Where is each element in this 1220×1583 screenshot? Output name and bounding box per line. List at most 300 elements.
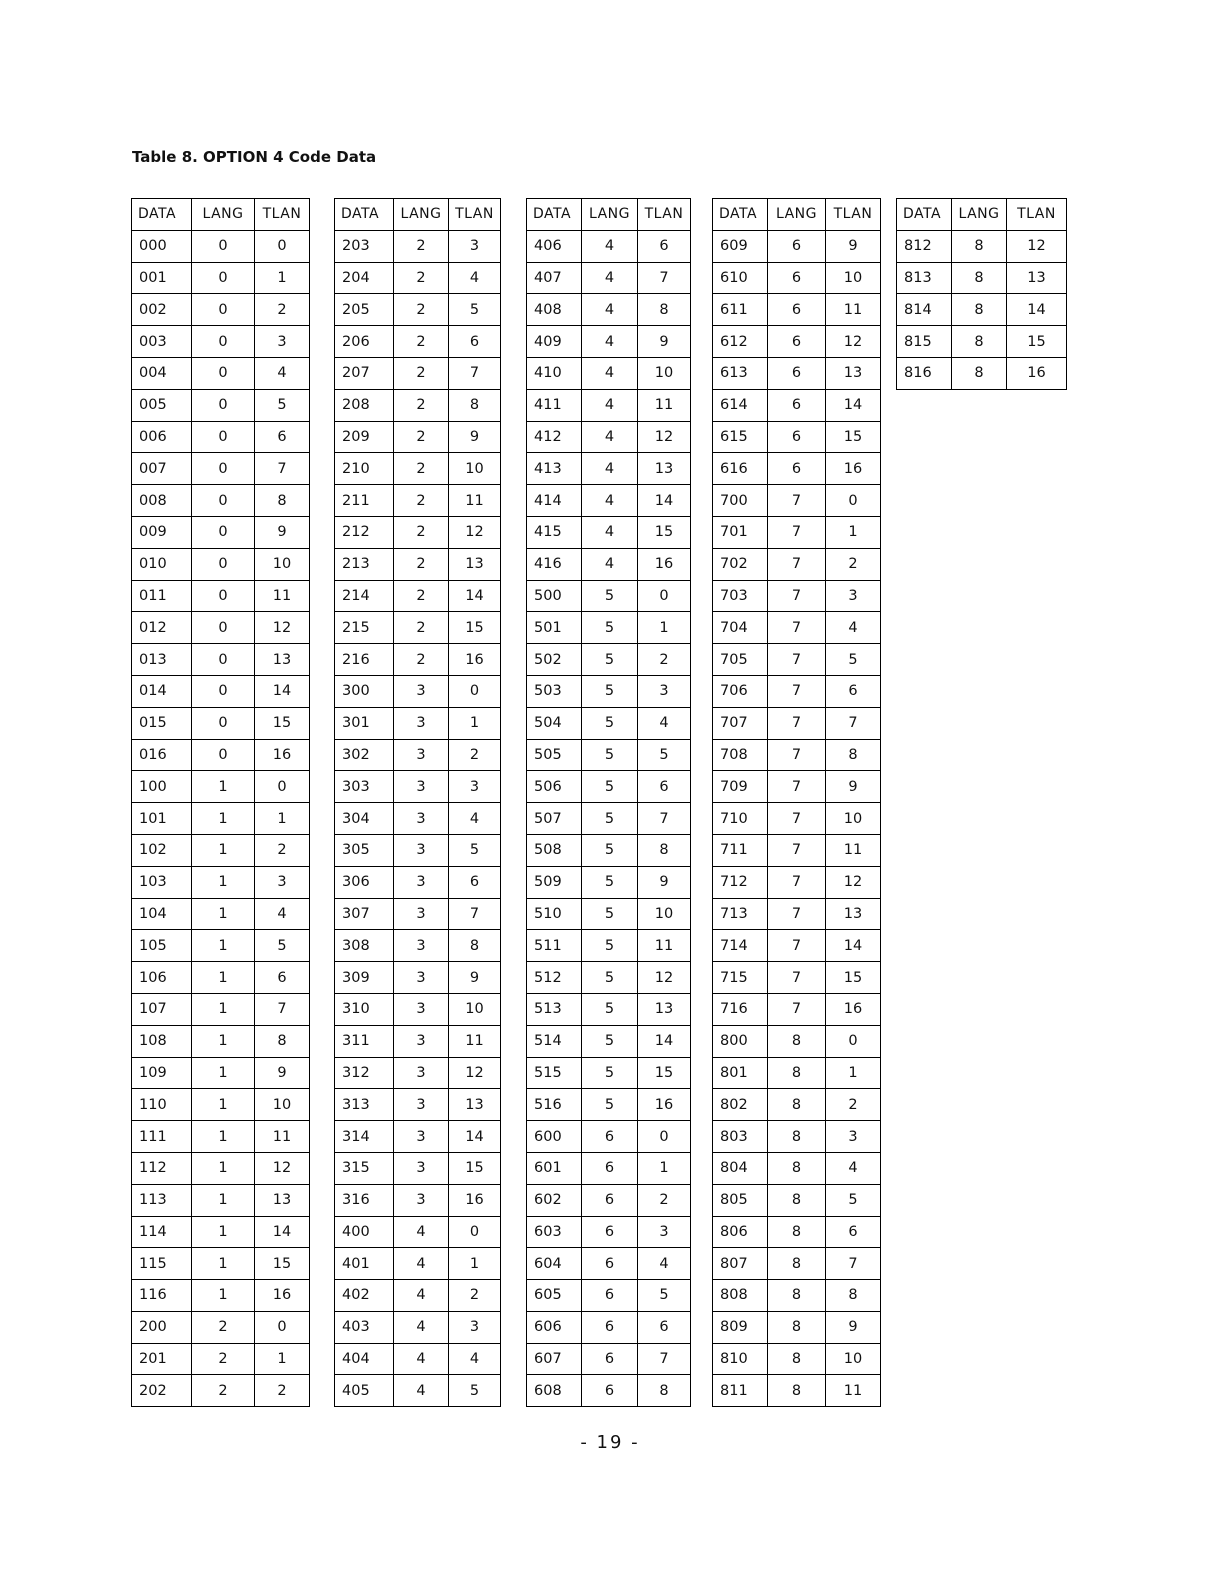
cell-lang: 1: [192, 803, 255, 835]
cell-data: 711: [713, 834, 768, 866]
cell-data: 812: [897, 230, 952, 262]
table-row: [335, 294, 501, 326]
blank-cell: [713, 1406, 768, 1407]
cell-lang: 3: [394, 866, 449, 898]
blank-cell: [638, 1406, 691, 1407]
table-row: [132, 548, 310, 580]
cell-data: 104: [132, 898, 192, 930]
cell-data: 206: [335, 326, 394, 358]
table-row: [527, 1184, 691, 1216]
cell-data: 601: [527, 1152, 582, 1184]
table-row: [527, 548, 691, 580]
cell-lang: 8: [952, 230, 1007, 262]
cell-tlan: 6: [255, 962, 310, 994]
cell-data: 603: [527, 1216, 582, 1248]
blank-cell: [132, 1406, 192, 1407]
cell-lang: 6: [768, 453, 826, 485]
cell-lang: 1: [192, 1280, 255, 1312]
cell-tlan: 16: [638, 1089, 691, 1121]
cell-data: 706: [713, 675, 768, 707]
cell-data: 106: [132, 962, 192, 994]
cell-lang: 6: [582, 1375, 638, 1406]
cell-lang: 2: [192, 1375, 255, 1406]
cell-data: 415: [527, 516, 582, 548]
cell-tlan: 9: [826, 230, 881, 262]
cell-lang: 7: [768, 675, 826, 707]
cell-lang: 8: [768, 1311, 826, 1343]
cell-tlan: 8: [638, 834, 691, 866]
cell-tlan: 2: [638, 644, 691, 676]
cell-data: 416: [527, 548, 582, 580]
cell-lang: 7: [768, 930, 826, 962]
table-row: [335, 962, 501, 994]
table-row: [527, 421, 691, 453]
table-header-row: [897, 199, 1067, 231]
cell-data: 116: [132, 1280, 192, 1312]
table-row: [335, 389, 501, 421]
cell-tlan: 14: [826, 389, 881, 421]
cell-tlan: 16: [1007, 357, 1067, 389]
cell-data: 409: [527, 326, 582, 358]
cell-data: 600: [527, 1121, 582, 1153]
cell-lang: 6: [768, 421, 826, 453]
table-row: [713, 326, 881, 358]
cell-data: 003: [132, 326, 192, 358]
cell-tlan: 5: [826, 1184, 881, 1216]
blank-cell: [449, 1406, 501, 1407]
table-row: [713, 898, 881, 930]
cell-tlan: 2: [449, 739, 501, 771]
cell-tlan: 3: [449, 230, 501, 262]
cell-lang: 5: [582, 707, 638, 739]
cell-lang: 0: [192, 230, 255, 262]
cell-data: 114: [132, 1216, 192, 1248]
cell-tlan: 14: [638, 485, 691, 517]
cell-tlan: 10: [255, 548, 310, 580]
cell-lang: 1: [192, 1248, 255, 1280]
table-header-row: [713, 199, 881, 231]
table-row: [335, 1248, 501, 1280]
cell-data: 009: [132, 516, 192, 548]
cell-lang: 6: [768, 389, 826, 421]
cell-tlan: 9: [449, 421, 501, 453]
table-row: [335, 1311, 501, 1343]
cell-tlan: 9: [255, 1057, 310, 1089]
cell-data: 301: [335, 707, 394, 739]
cell-data: 414: [527, 485, 582, 517]
cell-tlan: 13: [449, 548, 501, 580]
cell-lang: 8: [952, 262, 1007, 294]
header-tlan: TLAN: [826, 199, 881, 231]
table-row: [897, 294, 1067, 326]
cell-lang: 2: [394, 485, 449, 517]
cell-tlan: 0: [255, 771, 310, 803]
cell-lang: 5: [582, 739, 638, 771]
cell-tlan: 9: [638, 866, 691, 898]
cell-lang: 3: [394, 898, 449, 930]
cell-lang: 0: [192, 485, 255, 517]
cell-tlan: 14: [1007, 294, 1067, 326]
cell-data: 512: [527, 962, 582, 994]
table-row: [132, 1248, 310, 1280]
cell-data: 513: [527, 993, 582, 1025]
cell-lang: 7: [768, 866, 826, 898]
cell-data: 611: [713, 294, 768, 326]
cell-lang: 4: [582, 389, 638, 421]
table-caption: Table 8. OPTION 4 Code Data: [132, 148, 377, 166]
table-row: [527, 771, 691, 803]
cell-data: 306: [335, 866, 394, 898]
cell-lang: 0: [192, 739, 255, 771]
cell-tlan: 13: [1007, 262, 1067, 294]
cell-lang: 6: [768, 262, 826, 294]
code-table-5: [896, 198, 1067, 390]
cell-data: 808: [713, 1280, 768, 1312]
cell-lang: 3: [394, 1025, 449, 1057]
table-row: [713, 1343, 881, 1375]
cell-tlan: 2: [826, 1089, 881, 1121]
cell-data: 303: [335, 771, 394, 803]
cell-lang: 0: [192, 357, 255, 389]
cell-tlan: 13: [826, 898, 881, 930]
cell-data: 614: [713, 389, 768, 421]
table-row: [132, 453, 310, 485]
table-row: [335, 1121, 501, 1153]
cell-data: 806: [713, 1216, 768, 1248]
cell-data: 015: [132, 707, 192, 739]
table-header-row: [527, 199, 691, 231]
cell-lang: 1: [192, 1057, 255, 1089]
table-row: [527, 707, 691, 739]
cell-data: 210: [335, 453, 394, 485]
table-row: [527, 644, 691, 676]
cell-data: 515: [527, 1057, 582, 1089]
table-row: [527, 1025, 691, 1057]
table-row: [335, 898, 501, 930]
cell-data: 807: [713, 1248, 768, 1280]
cell-data: 811: [713, 1375, 768, 1406]
cell-lang: 3: [394, 834, 449, 866]
table-row: [335, 675, 501, 707]
table-row: [527, 230, 691, 262]
cell-tlan: 2: [255, 294, 310, 326]
page-number: - 19 -: [580, 1432, 640, 1453]
table-row: [132, 675, 310, 707]
table-row: [897, 357, 1067, 389]
cell-lang: 1: [192, 1121, 255, 1153]
cell-tlan: 1: [449, 1248, 501, 1280]
cell-lang: 6: [768, 357, 826, 389]
cell-lang: 5: [582, 1025, 638, 1057]
cell-lang: 4: [394, 1248, 449, 1280]
table-row: [713, 1089, 881, 1121]
cell-data: 001: [132, 262, 192, 294]
code-table-1: [131, 198, 310, 1407]
cell-data: 203: [335, 230, 394, 262]
cell-tlan: 15: [638, 1057, 691, 1089]
table-row: [713, 707, 881, 739]
cell-tlan: 2: [826, 548, 881, 580]
cell-tlan: 16: [449, 1184, 501, 1216]
cell-lang: 8: [952, 326, 1007, 358]
table-row: [527, 1248, 691, 1280]
cell-data: 615: [713, 421, 768, 453]
header-data: DATA: [335, 199, 394, 231]
table-row: [713, 771, 881, 803]
cell-tlan: 0: [826, 485, 881, 517]
cell-tlan: 4: [638, 707, 691, 739]
table-row: [132, 262, 310, 294]
table-row: [527, 962, 691, 994]
table-row: [713, 1375, 881, 1406]
table-row: [527, 357, 691, 389]
table-row: [335, 262, 501, 294]
table-row: [335, 930, 501, 962]
table-row: [132, 1375, 310, 1406]
cell-lang: 2: [394, 230, 449, 262]
cell-data: 100: [132, 771, 192, 803]
table-row: [335, 548, 501, 580]
cell-tlan: 13: [255, 644, 310, 676]
table-row: [527, 1343, 691, 1375]
table-row: [335, 866, 501, 898]
cell-data: 814: [897, 294, 952, 326]
cell-data: 400: [335, 1216, 394, 1248]
cell-tlan: 12: [255, 1152, 310, 1184]
cell-lang: 2: [394, 326, 449, 358]
table-row: [527, 866, 691, 898]
blank-cell: [394, 1406, 449, 1407]
cell-data: 107: [132, 993, 192, 1025]
cell-lang: 3: [394, 1184, 449, 1216]
cell-tlan: 4: [826, 612, 881, 644]
cell-lang: 4: [394, 1216, 449, 1248]
cell-tlan: 9: [449, 962, 501, 994]
table-row: [527, 1311, 691, 1343]
cell-tlan: 15: [826, 421, 881, 453]
table-blank-row: [713, 1406, 881, 1407]
cell-lang: 2: [394, 516, 449, 548]
cell-data: 612: [713, 326, 768, 358]
table-row: [335, 707, 501, 739]
table-row: [132, 993, 310, 1025]
cell-lang: 4: [582, 485, 638, 517]
table-row: [335, 1089, 501, 1121]
cell-data: 004: [132, 357, 192, 389]
cell-data: 307: [335, 898, 394, 930]
cell-lang: 3: [394, 675, 449, 707]
cell-tlan: 8: [826, 1280, 881, 1312]
cell-data: 800: [713, 1025, 768, 1057]
cell-data: 313: [335, 1089, 394, 1121]
cell-data: 008: [132, 485, 192, 517]
blank-cell: [527, 1406, 582, 1407]
cell-data: 013: [132, 644, 192, 676]
cell-tlan: 15: [255, 1248, 310, 1280]
table-header-row: [335, 199, 501, 231]
cell-lang: 7: [768, 612, 826, 644]
cell-tlan: 4: [449, 803, 501, 835]
cell-lang: 5: [582, 675, 638, 707]
cell-lang: 2: [394, 580, 449, 612]
cell-data: 511: [527, 930, 582, 962]
blank-cell: [255, 1406, 310, 1407]
table-row: [335, 739, 501, 771]
cell-lang: 8: [768, 1280, 826, 1312]
cell-data: 204: [335, 262, 394, 294]
table-row: [713, 1057, 881, 1089]
cell-lang: 4: [582, 262, 638, 294]
cell-tlan: 7: [255, 453, 310, 485]
cell-data: 308: [335, 930, 394, 962]
cell-lang: 6: [582, 1152, 638, 1184]
cell-data: 412: [527, 421, 582, 453]
cell-data: 813: [897, 262, 952, 294]
cell-data: 516: [527, 1089, 582, 1121]
cell-data: 407: [527, 262, 582, 294]
table-row: [335, 516, 501, 548]
cell-tlan: 5: [638, 739, 691, 771]
cell-lang: 1: [192, 1184, 255, 1216]
table-row: [132, 1280, 310, 1312]
cell-data: 616: [713, 453, 768, 485]
cell-lang: 7: [768, 548, 826, 580]
cell-lang: 5: [582, 612, 638, 644]
cell-lang: 8: [768, 1248, 826, 1280]
cell-data: 712: [713, 866, 768, 898]
cell-lang: 5: [582, 993, 638, 1025]
table-row: [132, 866, 310, 898]
blank-cell: [582, 1406, 638, 1407]
table-row: [335, 993, 501, 1025]
cell-data: 202: [132, 1375, 192, 1406]
cell-lang: 7: [768, 962, 826, 994]
header-data: DATA: [527, 199, 582, 231]
cell-data: 108: [132, 1025, 192, 1057]
cell-lang: 2: [394, 294, 449, 326]
table-row: [335, 1280, 501, 1312]
table-row: [527, 675, 691, 707]
cell-data: 209: [335, 421, 394, 453]
cell-lang: 0: [192, 707, 255, 739]
cell-tlan: 16: [255, 739, 310, 771]
cell-lang: 8: [768, 1025, 826, 1057]
table-header-row: [132, 199, 310, 231]
cell-tlan: 3: [826, 1121, 881, 1153]
cell-data: 715: [713, 962, 768, 994]
cell-lang: 1: [192, 962, 255, 994]
table-row: [132, 485, 310, 517]
cell-tlan: 14: [826, 930, 881, 962]
table-row: [132, 1216, 310, 1248]
cell-lang: 0: [192, 516, 255, 548]
cell-tlan: 15: [449, 1152, 501, 1184]
table-row: [527, 389, 691, 421]
cell-tlan: 1: [826, 516, 881, 548]
table-row: [132, 962, 310, 994]
cell-tlan: 15: [449, 612, 501, 644]
cell-data: 802: [713, 1089, 768, 1121]
cell-lang: 1: [192, 866, 255, 898]
cell-tlan: 10: [826, 1343, 881, 1375]
cell-data: 103: [132, 866, 192, 898]
cell-lang: 6: [582, 1280, 638, 1312]
cell-data: 605: [527, 1280, 582, 1312]
cell-tlan: 12: [638, 962, 691, 994]
cell-lang: 3: [394, 1121, 449, 1153]
cell-tlan: 9: [826, 1311, 881, 1343]
table-row: [713, 485, 881, 517]
cell-tlan: 11: [826, 1375, 881, 1406]
cell-lang: 3: [394, 993, 449, 1025]
cell-tlan: 7: [255, 993, 310, 1025]
cell-tlan: 14: [449, 1121, 501, 1153]
cell-lang: 1: [192, 993, 255, 1025]
cell-data: 200: [132, 1311, 192, 1343]
cell-data: 702: [713, 548, 768, 580]
cell-data: 604: [527, 1248, 582, 1280]
cell-tlan: 13: [255, 1184, 310, 1216]
cell-tlan: 5: [826, 644, 881, 676]
cell-tlan: 12: [449, 516, 501, 548]
cell-tlan: 5: [255, 389, 310, 421]
table-row: [527, 1121, 691, 1153]
cell-tlan: 4: [255, 898, 310, 930]
cell-data: 504: [527, 707, 582, 739]
cell-data: 707: [713, 707, 768, 739]
table-row: [132, 707, 310, 739]
cell-lang: 8: [768, 1184, 826, 1216]
cell-data: 708: [713, 739, 768, 771]
cell-tlan: 6: [826, 1216, 881, 1248]
cell-data: 316: [335, 1184, 394, 1216]
cell-tlan: 11: [826, 294, 881, 326]
cell-tlan: 2: [638, 1184, 691, 1216]
cell-lang: 8: [768, 1089, 826, 1121]
cell-lang: 7: [768, 580, 826, 612]
cell-data: 608: [527, 1375, 582, 1406]
cell-data: 216: [335, 644, 394, 676]
cell-tlan: 16: [826, 993, 881, 1025]
cell-tlan: 9: [255, 516, 310, 548]
cell-lang: 7: [768, 707, 826, 739]
cell-data: 607: [527, 1343, 582, 1375]
cell-data: 403: [335, 1311, 394, 1343]
cell-data: 007: [132, 453, 192, 485]
cell-lang: 2: [394, 612, 449, 644]
cell-lang: 2: [192, 1311, 255, 1343]
cell-lang: 8: [952, 357, 1007, 389]
cell-lang: 2: [394, 262, 449, 294]
cell-data: 705: [713, 644, 768, 676]
cell-lang: 4: [582, 326, 638, 358]
table-row: [713, 803, 881, 835]
table-row: [335, 834, 501, 866]
cell-data: 212: [335, 516, 394, 548]
table-row: [897, 326, 1067, 358]
table-row: [713, 675, 881, 707]
cell-tlan: 1: [826, 1057, 881, 1089]
table-row: [132, 1089, 310, 1121]
cell-tlan: 8: [826, 739, 881, 771]
cell-tlan: 9: [826, 771, 881, 803]
cell-lang: 4: [582, 294, 638, 326]
table-row: [713, 294, 881, 326]
cell-lang: 0: [192, 262, 255, 294]
cell-data: 005: [132, 389, 192, 421]
table-row: [335, 771, 501, 803]
table-row: [335, 453, 501, 485]
